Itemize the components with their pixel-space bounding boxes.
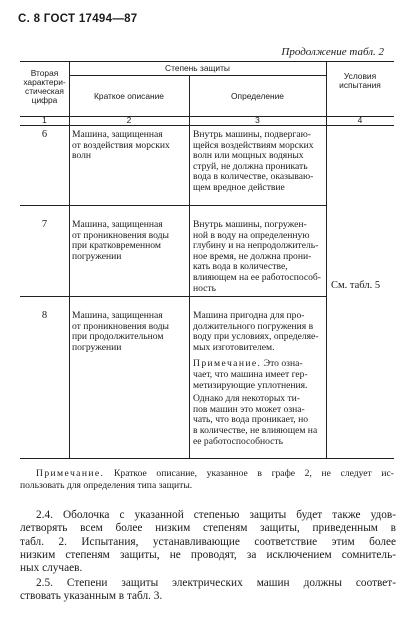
row-short-description: Машина, защищенная от воздействия морских волн (72, 129, 170, 162)
col-number: 3 (255, 115, 260, 125)
col-number: 4 (357, 115, 363, 125)
column-divider (189, 75, 190, 458)
row-short-description: Машина, защищенная от проникновения воды при продолжительном погружении (72, 310, 169, 353)
table-bottom-border (20, 458, 394, 459)
row-definition: Внутрь машины, погружен- ной в воду на определенную глубину и на непродолжитель- ное время, не должна прони- кать вода в количестве, влияющем на ее работоспособ- ность (193, 219, 321, 294)
footnote-label: Примечание. (36, 468, 105, 479)
row-divider (20, 296, 326, 297)
col-number: 1 (42, 115, 47, 125)
table-top-border (20, 61, 394, 62)
page-header: С. 8 ГОСТ 17494—87 (18, 13, 138, 25)
row-definition: Машина пригодна для про- должительного погружения в воду при условиях, определяе- мых изготовителем. Примечание. Это озна- чает, что машина имеет гер- метизирующие уплотнения. Однако для некоторых ти- пов машин это может озна- чать, что вода проникает, но в количестве, не влияющем на ее работоспособность (193, 311, 323, 447)
row-digit: 6 (41, 129, 48, 140)
row-divider (20, 205, 326, 206)
row-note-label: Примечание. (193, 358, 262, 370)
col2-header: Краткое описание (94, 91, 164, 101)
number-row-divider (20, 125, 394, 126)
table-continuation-label: Продолжение табл. 2 (281, 46, 384, 58)
paragraph-2-5: 2.5. Степени защиты электрических машин должны соответ- ствовать указанным в табл. 3. (20, 577, 396, 603)
table-footnote: Примечание. Краткое описание, указанное в графе 2, не следует ис- пользовать для определения типа защиты. (20, 468, 394, 491)
row-digit: 7 (41, 219, 48, 230)
paragraph-2-4: 2.4. Оболочка с указанной степенью защиты будет также удов- летворять всем более низким степеням защиты, приведенным в табл. 2. Испытания, устанавливающие соответствие этим более низким степеням защиты, не проводят, за исключением сомнитель- ных случаев. (20, 509, 396, 575)
row-definition: Внутрь машины, подвергаю- щейся воздействиям морских волн или мощных водяных струй, не должна проникать вода в количестве, оказываю- щем вредное действие (193, 129, 314, 193)
group-header-divider (69, 75, 326, 76)
test-conditions: См. табл. 5 (331, 280, 381, 291)
col4-header: Условия испытания (339, 71, 381, 90)
col-number: 2 (126, 115, 132, 125)
col3-header: Определение (231, 91, 284, 101)
row-digit: 8 (41, 310, 48, 321)
group-header: Степень защиты (165, 63, 230, 73)
row-note: Примечание. Это озна- (193, 358, 303, 370)
col1-header: Вторая характери- стическая цифра (23, 68, 66, 105)
row-short-description: Машина, защищенная от проникновения воды при кратковременном погружении (72, 219, 169, 262)
